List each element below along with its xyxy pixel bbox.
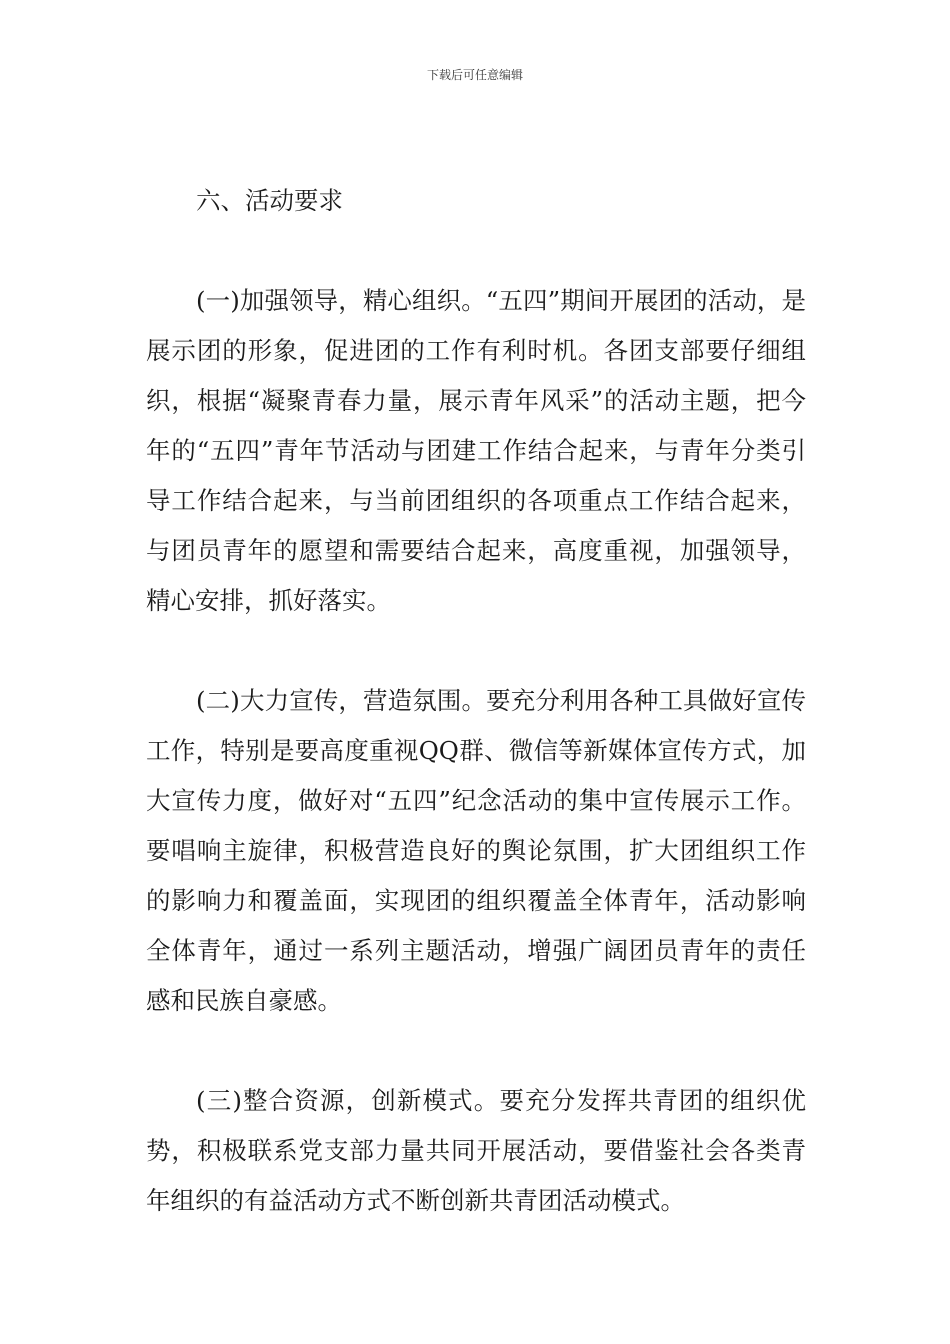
paragraph-1: (一)加强领导，精心组织。“五四”期间开展团的活动，是展示团的形象，促进团的工作有利时机。各团支部要仔细组织，根据“凝聚青春力量，展示青年风采”的活动主题，把今年的“五四”青年节活动与团建工作结合起来，与青年分类引导工作结合起来，与当前团组织的各项重点工作结合起来，与团员青年的愿望和需要结合起来，高度重视，加强领导，精心安排，抓好落实。	[146, 286, 806, 615]
paragraph-2: (二)大力宣传，营造氛围。要充分利用各种工具做好宣传工作，特别是要高度重视QQ群、微信等新媒体宣传方式，加大宣传力度，做好对“五四”纪念活动的集中宣传展示工作。要唱响主旋律，积极营造良好的舆论氛围，扩大团组织工作的影响力和覆盖面，实现团的组织覆盖全体青年，活动影响全体青年，通过一系列主题活动，增强广阔团员青年的责任感和民族自豪感。	[146, 686, 806, 1015]
paragraph-3: (三)整合资源，创新模式。要充分发挥共青团的组织优势，积极联系党支部力量共同开展活动，要借鉴社会各类青年组织的有益活动方式不断创新共青团活动模式。	[146, 1086, 806, 1215]
section-title: 六、活动要求	[196, 186, 343, 215]
document-body	[146, 176, 806, 1276]
header-note: 下载后可任意编辑	[426, 68, 523, 82]
